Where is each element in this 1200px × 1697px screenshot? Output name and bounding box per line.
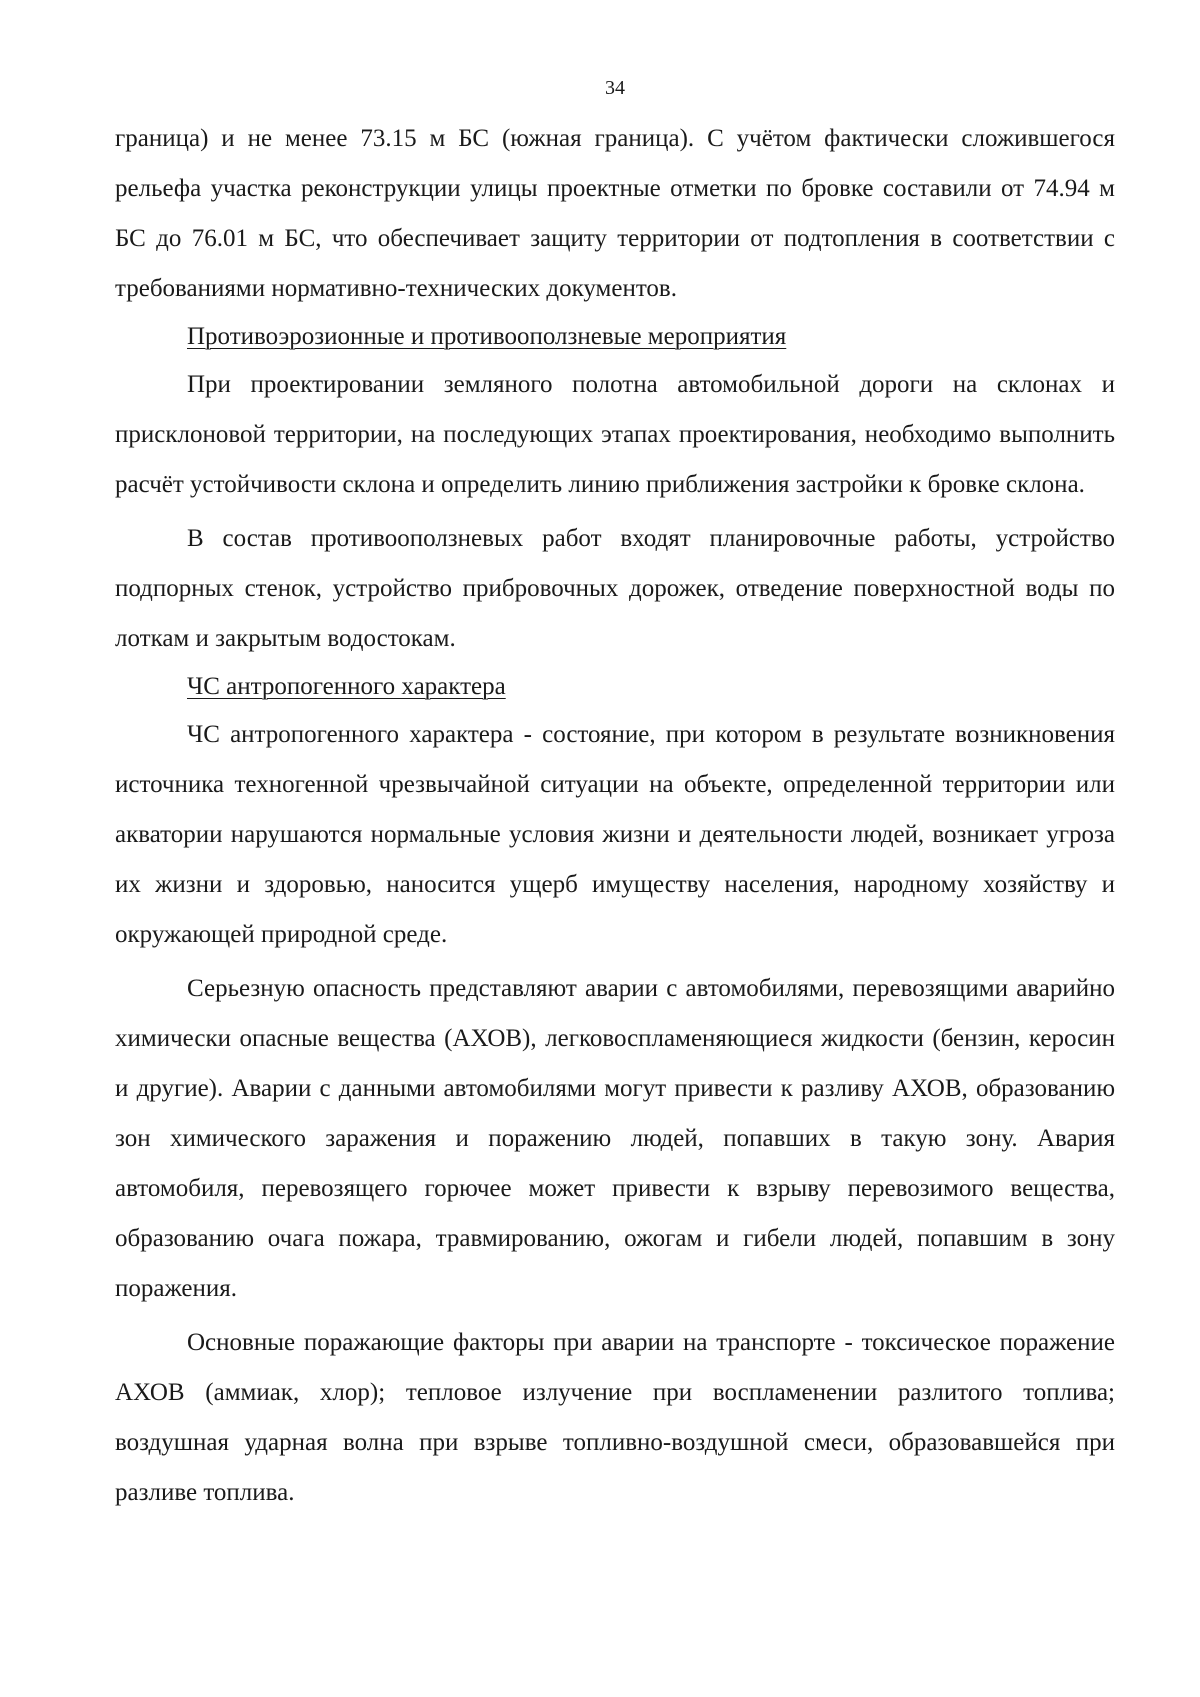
heading-anthropogenic-emergencies-text: ЧС антропогенного характера: [187, 673, 506, 700]
heading-erosion-measures: [115, 314, 1115, 360]
paragraph-slope-design: При проектировании земляного полотна автомобильной дороги на склонах и присклоновой территории, на последующих этапах проектирования, необходимо выполнить расчёт устойчивости склона и определить линию приближения застройки к бровке склона.: [115, 371, 1115, 498]
paragraph-vehicle-accidents: Серьезную опасность представляют аварии с автомобилями, перевозящими аварийно химически опасные вещества (АХОВ), легковоспламеняющиеся жидкости (бензин, керосин и другие). Аварии с данными автомобилями могут привести к разливу АХОВ, образованию зон химического заражения и поражению людей, попавших в такую зону. Авария автомобиля, перевозящего горючее может привести к взрыву перевозимого вещества, образованию очага пожара, травмированию, ожогам и гибели людей, попавшим в зону поражения.: [115, 975, 1115, 1302]
heading-erosion-measures-text: Противоэрозионные и противооползневые мероприятия: [187, 323, 787, 350]
paragraph-flood-protection: граница) и не менее 73.15 м БС (южная граница). С учётом фактически сложившегося рельефа участка реконструкции улицы проектные отметки по бровке составили от 74.94 м БС до 76.01 м БС, что обеспечивает защиту территории от подтопления в соответствии с требованиями нормативно-технических документов.: [115, 125, 1115, 302]
paragraph-emergency-definition: ЧС антропогенного характера - состояние, при котором в результате возникновения источника техногенной чрезвычайной ситуации на объекте, определенной территории или акватории нарушаются нормальные условия жизни и деятельности людей, возникает угроза их жизни и здоровью, наносится ущерб имуществу населения, народному хозяйству и окружающей природной среде.: [115, 721, 1115, 948]
paragraph-landslide-works: В состав противооползневых работ входят планировочные работы, устройство подпорных стенок, устройство прибровочных дорожек, отведение поверхностной воды по лоткам и закрытым водостокам.: [115, 525, 1115, 652]
page-number: 34: [605, 77, 625, 99]
heading-anthropogenic-emergencies: [115, 664, 1115, 710]
paragraph-damaging-factors: Основные поражающие факторы при аварии на транспорте - токсическое поражение АХОВ (аммиак, хлор); тепловое излучение при воспламенении разлитого топлива; воздушная ударная волна при взрыве топливно-воздушной смеси, образовавшейся при разливе топлива.: [115, 1329, 1115, 1506]
document-page: [115, 70, 1115, 1518]
